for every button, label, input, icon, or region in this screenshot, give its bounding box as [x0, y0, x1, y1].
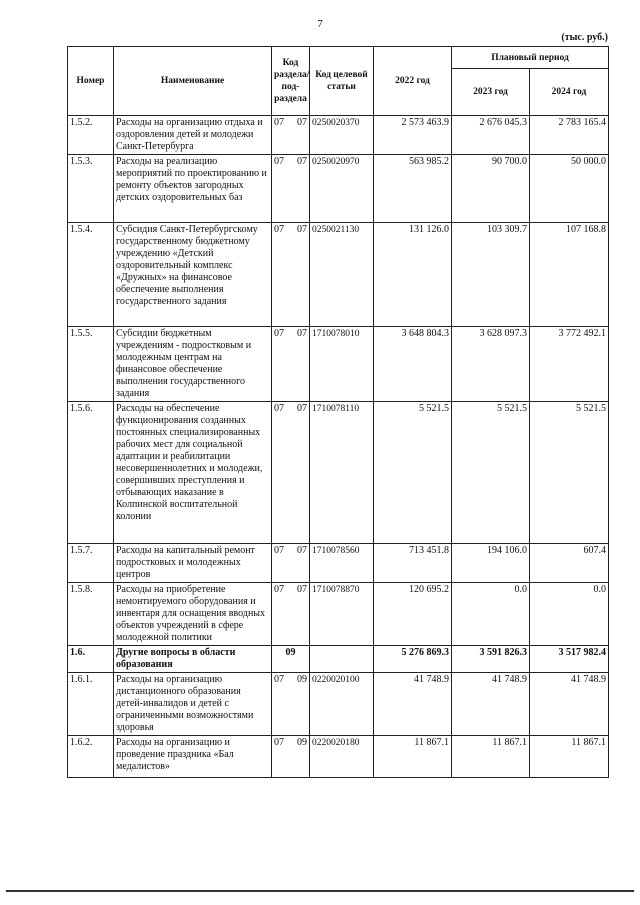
table-row	[68, 736, 609, 778]
header-section-code: Код раздела/ под-раздела	[272, 47, 310, 116]
row-number: 1.5.7.	[68, 544, 114, 583]
table-row	[68, 116, 609, 155]
row-number: 1.5.3.	[68, 155, 114, 223]
row-value-2023: 194 106.0	[452, 544, 530, 583]
row-number: 1.5.4.	[68, 223, 114, 327]
row-value-2022: 120 695.2	[374, 583, 452, 646]
row-subsection: 09	[285, 647, 296, 658]
row-subsection: 09	[297, 737, 307, 748]
row-section: 07	[274, 117, 284, 128]
row-name: Расходы на организацию и проведение праздника «Бал медалистов»	[114, 736, 272, 778]
row-target-code: 0220020100	[310, 673, 374, 736]
row-section-code	[272, 327, 310, 402]
row-subsection: 07	[297, 224, 307, 235]
row-value-2022: 41 748.9	[374, 673, 452, 736]
row-value-2024: 11 867.1	[530, 736, 609, 778]
row-value-2024: 5 521.5	[530, 402, 609, 544]
row-target-code: 1710078110	[310, 402, 374, 544]
row-subsection: 07	[297, 328, 307, 339]
header-target-code: Код целевой статьи	[310, 47, 374, 116]
row-value-2024: 107 168.8	[530, 223, 609, 327]
row-number: 1.6.2.	[68, 736, 114, 778]
row-name: Расходы на капитальный ремонт подростковых и молодежных центров	[114, 544, 272, 583]
header-planned-period: Плановый период	[452, 47, 609, 69]
row-subsection: 09	[297, 674, 307, 685]
row-name: Расходы на приобретение немонтируемого оборудования и инвентаря для оснащения вводных объектов учреждений в сфере молодежной политики	[114, 583, 272, 646]
row-value-2022: 3 648 804.3	[374, 327, 452, 402]
row-number: 1.6.1.	[68, 673, 114, 736]
row-value-2024: 3 772 492.1	[530, 327, 609, 402]
row-value-2023: 103 309.7	[452, 223, 530, 327]
row-target-code	[310, 646, 374, 673]
row-section: 07	[274, 584, 284, 595]
row-value-2022: 11 867.1	[374, 736, 452, 778]
header-year-2022: 2022 год	[374, 47, 452, 116]
row-section-code	[272, 155, 310, 223]
row-name: Другие вопросы в области образования	[114, 646, 272, 673]
row-section-code	[272, 736, 310, 778]
table-row	[68, 583, 609, 646]
row-section: 07	[274, 674, 284, 685]
row-target-code: 0250020370	[310, 116, 374, 155]
row-value-2022: 713 451.8	[374, 544, 452, 583]
row-name: Субсидия Санкт-Петербургскому государственному бюджетному учреждению «Детский оздоровительный комплекс «Дружных» на финансовое обеспечение выполнения государственного задания	[114, 223, 272, 327]
row-value-2024: 607.4	[530, 544, 609, 583]
row-subsection: 07	[297, 584, 307, 595]
row-name: Субсидии бюджетным учреждениям - подростковым и молодежным центрам на финансовое обеспечение выполнения государственного задания	[114, 327, 272, 402]
row-value-2022: 2 573 463.9	[374, 116, 452, 155]
row-target-code: 1710078870	[310, 583, 374, 646]
row-section: 07	[274, 156, 284, 167]
row-section-code	[272, 583, 310, 646]
page-number: 7	[317, 18, 323, 30]
header-year-2024: 2024 год	[530, 69, 609, 116]
table-row	[68, 646, 609, 673]
row-name: Расходы на реализацию мероприятий по проектированию и ремонту объектов загородных детских оздоровительных баз	[114, 155, 272, 223]
row-name: Расходы на организацию отдыха и оздоровления детей и молодежи Санкт-Петербурга	[114, 116, 272, 155]
row-number: 1.5.8.	[68, 583, 114, 646]
header-name: Наименование	[114, 47, 272, 116]
row-subsection: 07	[297, 156, 307, 167]
row-value-2023: 11 867.1	[452, 736, 530, 778]
row-number: 1.5.2.	[68, 116, 114, 155]
row-value-2022: 5 521.5	[374, 402, 452, 544]
row-section-code	[272, 402, 310, 544]
row-target-code: 1710078560	[310, 544, 374, 583]
row-subsection: 07	[297, 545, 307, 556]
units-label: (тыс. руб.)	[561, 32, 608, 43]
row-section: 07	[274, 328, 284, 339]
table-row	[68, 155, 609, 223]
row-name: Расходы на организацию дистанционного образования детей-инвалидов и детей с ограниченными возможностями здоровья	[114, 673, 272, 736]
table-row	[68, 223, 609, 327]
row-value-2024: 0.0	[530, 583, 609, 646]
row-section-code	[272, 223, 310, 327]
row-value-2024: 2 783 165.4	[530, 116, 609, 155]
row-name: Расходы на обеспечение функционирования созданных постоянных специализированных рабочих мест для социальной адаптации и реабилитации несовершеннолетних и молодежи, совершивших преступления и отбывающих наказание в Колпинской воспитательной колонии	[114, 402, 272, 544]
row-section: 07	[274, 737, 284, 748]
row-target-code: 0250021130	[310, 223, 374, 327]
row-subsection: 07	[297, 117, 307, 128]
table-row	[68, 673, 609, 736]
row-section-code	[272, 544, 310, 583]
table-body	[68, 116, 609, 778]
row-value-2024: 41 748.9	[530, 673, 609, 736]
budget-table	[67, 46, 609, 778]
row-number: 1.5.5.	[68, 327, 114, 402]
row-subsection: 07	[297, 403, 307, 414]
row-target-code: 0250020970	[310, 155, 374, 223]
row-value-2023: 0.0	[452, 583, 530, 646]
table-row	[68, 402, 609, 544]
row-section-code	[272, 116, 310, 155]
row-value-2023: 3 628 097.3	[452, 327, 530, 402]
row-section: 07	[274, 403, 284, 414]
header-number: Номер	[68, 47, 114, 116]
row-section-code	[272, 673, 310, 736]
row-number: 1.6.	[68, 646, 114, 673]
page-bottom-rule	[6, 890, 634, 892]
row-value-2023: 2 676 045.3	[452, 116, 530, 155]
header-year-2023: 2023 год	[452, 69, 530, 116]
row-value-2024: 3 517 982.4	[530, 646, 609, 673]
row-target-code: 0220020180	[310, 736, 374, 778]
table-row	[68, 327, 609, 402]
row-value-2023: 90 700.0	[452, 155, 530, 223]
row-value-2022: 131 126.0	[374, 223, 452, 327]
row-value-2023: 5 521.5	[452, 402, 530, 544]
row-value-2024: 50 000.0	[530, 155, 609, 223]
row-section: 07	[274, 545, 284, 556]
row-number: 1.5.6.	[68, 402, 114, 544]
row-section: 07	[274, 224, 284, 235]
row-section-code	[272, 646, 310, 673]
row-value-2022: 5 276 869.3	[374, 646, 452, 673]
row-value-2023: 3 591 826.3	[452, 646, 530, 673]
row-value-2022: 563 985.2	[374, 155, 452, 223]
row-value-2023: 41 748.9	[452, 673, 530, 736]
table-row	[68, 544, 609, 583]
row-target-code: 1710078010	[310, 327, 374, 402]
